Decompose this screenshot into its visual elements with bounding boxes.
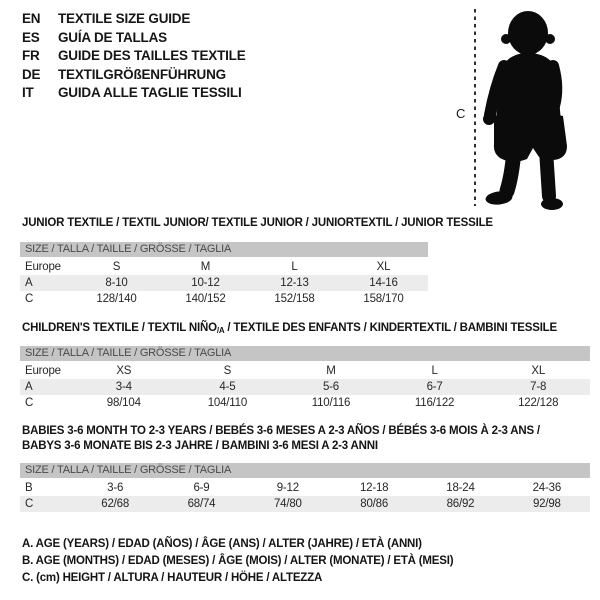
table-cell: 18-24	[446, 482, 475, 494]
table-cell: 10-12	[191, 277, 220, 289]
babies-size-table	[20, 463, 590, 512]
babies-title-line1: BABIES 3-6 MONTH TO 2-3 YEARS / BEBÉS 3-6 MESES A 2-3 AÑOS / BÉBÉS 3-6 MOIS À 2-3 ANS /	[22, 425, 540, 437]
table-row-height	[20, 291, 428, 307]
language-row-fr	[22, 47, 246, 66]
language-code: IT	[22, 85, 34, 100]
table-cell: 92/98	[532, 498, 561, 510]
table-cell: 68/74	[187, 498, 216, 510]
language-label: TEXTILGRÖßENFÜHRUNG	[58, 66, 226, 82]
legend-notes	[22, 538, 453, 589]
table-cell: 4-5	[219, 381, 236, 393]
table-cell: 74/80	[273, 498, 302, 510]
table-cell: 140/152	[185, 293, 226, 305]
table-cell: A	[25, 381, 33, 393]
table-cell: C	[25, 498, 34, 510]
table-cell: M	[200, 261, 211, 273]
language-code: EN	[22, 11, 41, 26]
children-table-rows	[20, 363, 590, 411]
language-row-de	[22, 66, 246, 85]
table-cell: Europe	[25, 261, 61, 273]
table-cell: 86/92	[446, 498, 475, 510]
table-cell: XL	[531, 365, 546, 377]
table-cell: L	[291, 261, 298, 273]
table-cell: 7-8	[530, 381, 547, 393]
babies-table-rows	[20, 480, 590, 512]
size-header-bar: SIZE / TALLA / TAILLE / GRÖSSE / TAGLIA	[20, 346, 590, 361]
table-cell: 152/158	[274, 293, 315, 305]
table-cell: 110/116	[311, 397, 351, 409]
language-list	[22, 10, 246, 103]
table-header-row	[20, 259, 428, 275]
children-title-sub: /A	[216, 326, 225, 335]
children-table-title	[22, 321, 557, 338]
children-title-post: / TEXTILE DES ENFANTS / KINDERTEXTIL / BAMBINI TESSILE	[224, 322, 557, 334]
table-cell: L	[431, 365, 438, 377]
table-cell: 122/128	[518, 397, 559, 409]
table-cell: 6-9	[193, 482, 210, 494]
table-cell: XL	[376, 261, 391, 273]
language-code: FR	[22, 48, 40, 63]
baby-silhouette-icon	[483, 11, 567, 210]
table-cell: S	[223, 365, 232, 377]
table-cell: B	[25, 482, 33, 494]
language-label: GUIDA ALLE TAGLIE TESSILI	[58, 85, 242, 100]
table-cell: 128/140	[96, 293, 137, 305]
note-age-years: A. AGE (YEARS) / EDAD (AÑOS) / ÂGE (ANS) / ALTER (JAHRE) / ETÀ (ANNI)	[22, 538, 422, 550]
table-cell: 80/86	[360, 498, 389, 510]
children-size-table	[20, 346, 590, 411]
language-row-es	[22, 29, 246, 48]
size-header-bar: SIZE / TALLA / TAILLE / GRÖSSE / TAGLIA	[20, 242, 428, 257]
table-cell: 3-6	[107, 482, 124, 494]
table-row-height	[20, 395, 590, 411]
language-label: TEXTILE SIZE GUIDE	[58, 11, 191, 26]
language-code: DE	[22, 66, 41, 82]
junior-size-table	[20, 242, 428, 307]
table-cell: 5-6	[322, 381, 339, 393]
language-row-en	[22, 10, 246, 29]
language-row-it	[22, 84, 246, 103]
table-row-age	[20, 379, 590, 395]
table-cell: 12-18	[359, 482, 389, 494]
note-age-months: B. AGE (MONTHS) / EDAD (MESES) / ÂGE (MOIS) / ALTER (MONATE) / ETÀ (MESI)	[22, 555, 454, 567]
junior-table-rows	[20, 259, 428, 307]
table-cell: 158/170	[363, 293, 404, 305]
table-cell: Europe	[25, 365, 61, 377]
table-cell: A	[25, 277, 33, 289]
table-cell: 62/68	[101, 498, 130, 510]
height-label: C	[456, 106, 466, 121]
table-cell: 98/104	[106, 397, 141, 409]
table-row-age	[20, 275, 428, 291]
babies-title-line2: BABYS 3-6 MONATE BIS 2-3 JAHRE / BAMBINI 3-6 MESI A 2-3 ANNI	[22, 440, 378, 452]
language-label: GUIDE DES TAILLES TEXTILE	[58, 48, 246, 63]
table-cell: 12-13	[280, 277, 309, 289]
table-cell: 14-16	[369, 277, 398, 289]
note-height-cm: C. (cm) HEIGHT / ALTURA / HAUTEUR / HÖHE / ALTEZZA	[22, 572, 323, 584]
children-title-pre: CHILDREN'S TEXTILE / TEXTIL NIÑO	[22, 322, 217, 334]
table-cell: C	[25, 293, 34, 305]
table-cell: 3-4	[115, 381, 132, 393]
baby-silhouette-figure	[440, 0, 600, 240]
size-header-bar: SIZE / TALLA / TAILLE / GRÖSSE / TAGLIA	[20, 463, 590, 478]
table-cell: 24-36	[532, 482, 562, 494]
table-header-row	[20, 363, 590, 379]
table-cell: 104/110	[207, 397, 248, 409]
babies-table-title	[22, 424, 540, 454]
table-cell: 116/122	[414, 397, 455, 409]
language-label: GUÍA DE TALLAS	[58, 29, 167, 45]
table-cell: XS	[116, 365, 132, 377]
table-cell: 6-7	[426, 381, 443, 393]
table-cell: 8-10	[105, 277, 128, 289]
language-code: ES	[22, 29, 40, 45]
table-cell: S	[112, 261, 121, 273]
junior-table-title: JUNIOR TEXTILE / TEXTIL JUNIOR/ TEXTILE JUNIOR / JUNIORTEXTIL / JUNIOR TESSILE	[22, 217, 493, 229]
table-cell: M	[326, 365, 336, 377]
table-cell: C	[25, 397, 34, 409]
table-row-age-months	[20, 480, 590, 496]
table-row-height	[20, 496, 590, 512]
table-cell: 9-12	[276, 482, 299, 494]
